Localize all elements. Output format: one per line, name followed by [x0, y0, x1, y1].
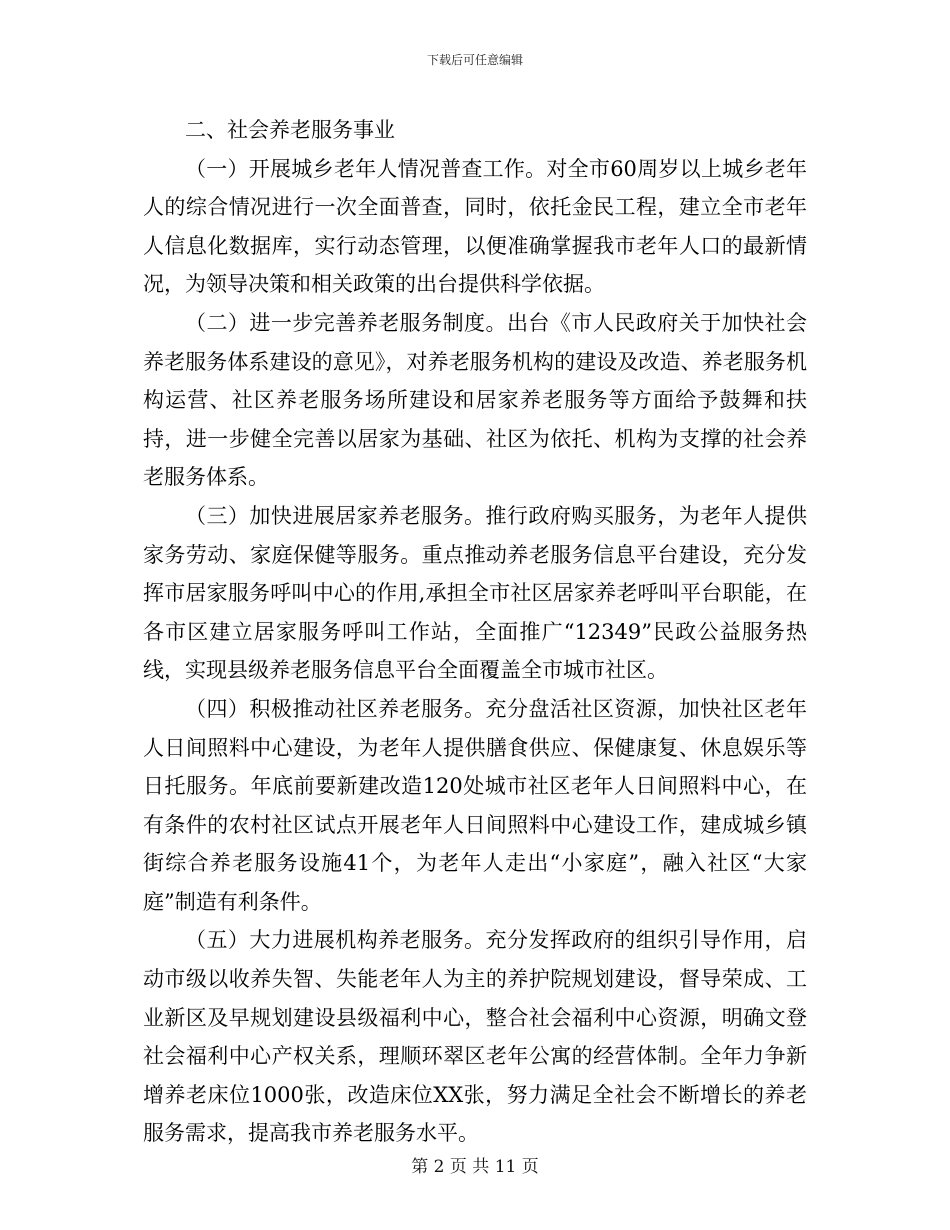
paragraph-3: （三）加快进展居家养老服务。推行政府购买服务，为老年人提供家务劳动、家庭保健等服务。重点推动养老服务信息平台建设，充分发挥市居家服务呼叫中心的作用,承担全市社区居家养老呼叫平台职能，在各市区建立居家服务呼叫工作站，全面推广“12349”民政公益服务热线，实现县级养老服务信息平台全面覆盖全市城市社区。 — [143, 503, 807, 683]
paragraph-5: （五）大力进展机构养老服务。充分发挥政府的组织引导作用，启动市级以收养失智、失能老年人为主的养护院规划建设，督导荣成、工业新区及早规划建设县级福利中心，整合社会福利中心资源，明确文登社会福利中心产权关系，理顺环翠区老年公寓的经营体制。全年力争新增养老床位1000张，改造床位XX张，努力满足全社会不断增长的养老服务需求，提高我市养老服务水平。 — [143, 928, 807, 1146]
paragraph-2: （二）进一步完善养老服务制度。出台《市人民政府关于加快社会养老服务体系建设的意见》，对养老服务机构的建设及改造、养老服务机构运营、社区养老服务场所建设和居家养老服务等方面给予鼓舞和扶持，进一步健全完善以居家为基础、社区为依托、机构为支撑的社会养老服务体系。 — [143, 310, 807, 490]
section-heading: 二、社会养老服务事业 — [185, 118, 395, 142]
paragraph-1: （一）开展城乡老年人情况普查工作。对全市60周岁以上城乡老年人的综合情况进行一次全面普查，同时，依托金民工程，建立全市老年人信息化数据库，实行动态管理，以便准确掌握我市老年人口的最新情况，为领导决策和相关政策的出台提供科学依据。 — [143, 156, 807, 297]
paragraph-4: （四）积极推动社区养老服务。充分盘活社区资源，加快社区老年人日间照料中心建设，为老年人提供膳食供应、保健康复、休息娱乐等日托服务。年底前要新建改造120处城市社区老年人日间照料中心，在有条件的农村社区试点开展老年人日间照料中心建设工作，建成城乡镇街综合养老服务设施41个，为老年人走出“小家庭”，融入社区“大家庭”制造有利条件。 — [143, 696, 807, 914]
page-number: 第 2 页 共 11 页 — [411, 1157, 539, 1177]
document-body — [143, 111, 807, 1153]
page-header-note: 下载后可任意编辑 — [426, 53, 523, 67]
